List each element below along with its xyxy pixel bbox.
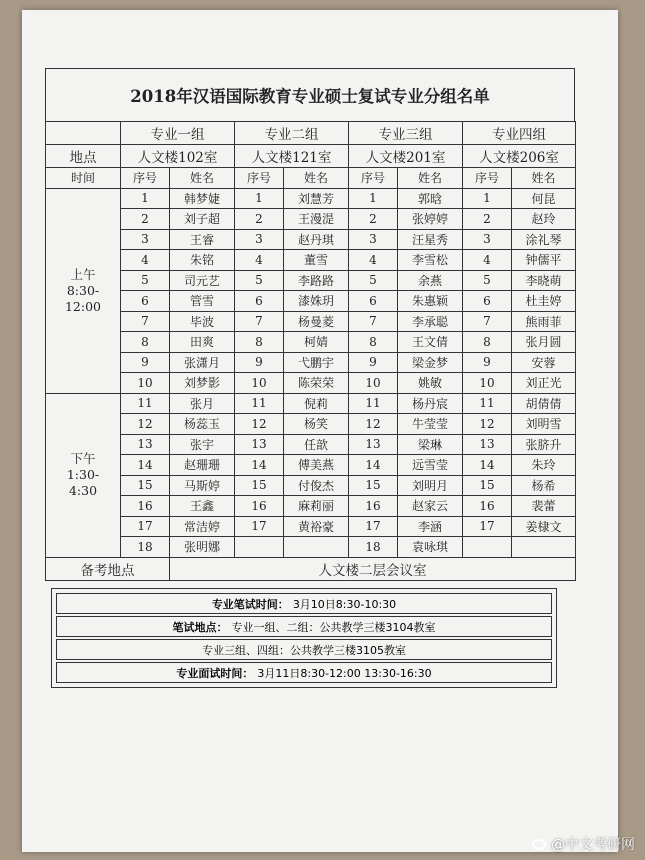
student-name-cell: 李雪松 xyxy=(398,250,463,271)
document-title: 2018年汉语国际教育专业硕士复试专业分组名单 xyxy=(45,68,575,121)
table-row xyxy=(46,414,576,435)
seq-cell: 13 xyxy=(121,434,170,455)
seq-cell: 13 xyxy=(463,434,512,455)
seq-cell: 15 xyxy=(463,475,512,496)
seq-cell: 6 xyxy=(235,291,284,312)
seq-cell: 8 xyxy=(349,332,398,353)
student-name-cell: 杨笑 xyxy=(284,414,349,435)
student-name-cell: 张脐升 xyxy=(512,434,576,455)
waiting-room-value: 人文楼二层会议室 xyxy=(170,557,576,580)
table-row xyxy=(46,209,576,230)
student-name-cell: 张明娜 xyxy=(170,537,235,558)
seq-cell: 8 xyxy=(235,332,284,353)
student-name-cell: 朱玲 xyxy=(512,455,576,476)
seq-cell: 10 xyxy=(463,373,512,394)
time-label: 时间 xyxy=(46,168,121,189)
name-header: 姓名 xyxy=(512,168,576,189)
seq-cell: 13 xyxy=(349,434,398,455)
group-room: 人文楼206室 xyxy=(463,145,576,168)
seq-cell: 17 xyxy=(121,516,170,537)
seq-cell: 2 xyxy=(463,209,512,230)
seq-cell: 16 xyxy=(349,496,398,517)
student-name-cell: 王文倩 xyxy=(398,332,463,353)
column-header-row xyxy=(46,168,576,189)
seq-cell: 7 xyxy=(349,311,398,332)
student-name-cell: 马斯婷 xyxy=(170,475,235,496)
written-place-1: 专业一组、二组：公共教学三楼3104教室 xyxy=(231,620,436,634)
seq-cell: 5 xyxy=(235,270,284,291)
seq-cell: 4 xyxy=(463,250,512,271)
student-name-cell: 张月 xyxy=(170,393,235,414)
student-name-cell: 刘明雪 xyxy=(512,414,576,435)
seq-cell: 14 xyxy=(349,455,398,476)
seq-cell xyxy=(235,537,284,558)
watermark xyxy=(532,834,635,854)
table-row xyxy=(46,373,576,394)
table-row xyxy=(46,352,576,373)
table-row xyxy=(46,311,576,332)
table-row xyxy=(46,537,576,558)
student-name-cell: 李承聪 xyxy=(398,311,463,332)
seq-cell: 11 xyxy=(349,393,398,414)
name-header: 姓名 xyxy=(284,168,349,189)
student-name-cell: 郭晗 xyxy=(398,188,463,209)
seq-cell: 11 xyxy=(235,393,284,414)
student-name-cell: 姚敏 xyxy=(398,373,463,394)
table-row xyxy=(46,250,576,271)
written-time-value: 3月10日8:30-10:30 xyxy=(292,597,397,611)
student-name-cell: 毕波 xyxy=(170,311,235,332)
seq-cell: 3 xyxy=(349,229,398,250)
seq-cell: 12 xyxy=(463,414,512,435)
student-name-cell: 常洁婷 xyxy=(170,516,235,537)
student-name-cell: 牛莹莹 xyxy=(398,414,463,435)
name-header: 姓名 xyxy=(398,168,463,189)
seq-cell: 16 xyxy=(235,496,284,517)
student-name-cell: 黄裕豪 xyxy=(284,516,349,537)
student-name-cell: 杨希 xyxy=(512,475,576,496)
table-row xyxy=(46,229,576,250)
student-name-cell: 王漫湜 xyxy=(284,209,349,230)
seq-cell: 10 xyxy=(349,373,398,394)
seq-cell: 6 xyxy=(349,291,398,312)
student-name-cell: 袁咏琪 xyxy=(398,537,463,558)
watermark-text: @中文考研网 xyxy=(551,837,635,853)
interview-time-value: 3月11日8:30-12:00 13:30-16:30 xyxy=(257,666,432,680)
seq-cell: 5 xyxy=(349,270,398,291)
student-name-cell: 熊雨菲 xyxy=(512,311,576,332)
student-name-cell: 胡倩倩 xyxy=(512,393,576,414)
written-exam-place-2 xyxy=(56,639,552,660)
roster-sheet xyxy=(45,68,575,581)
student-name-cell: 刘梦影 xyxy=(170,373,235,394)
seq-cell: 9 xyxy=(121,352,170,373)
student-name-cell: 傅美燕 xyxy=(284,455,349,476)
seq-cell: 6 xyxy=(463,291,512,312)
group-name: 专业一组 xyxy=(121,122,235,145)
group-header-row xyxy=(46,122,576,145)
seq-cell: 11 xyxy=(463,393,512,414)
seq-cell: 8 xyxy=(463,332,512,353)
group-name: 专业三组 xyxy=(349,122,463,145)
seq-cell: 17 xyxy=(463,516,512,537)
student-name-cell: 陈荣荣 xyxy=(284,373,349,394)
seq-cell: 9 xyxy=(463,352,512,373)
student-name-cell: 王睿 xyxy=(170,229,235,250)
interview-time xyxy=(56,662,552,683)
seq-header: 序号 xyxy=(121,168,170,189)
session-label-line: 1:30- xyxy=(66,467,100,482)
interview-time-label: 专业面试时间： xyxy=(176,666,254,680)
student-name-cell: 董雪 xyxy=(284,250,349,271)
student-name-cell: 任歆 xyxy=(284,434,349,455)
seq-cell: 4 xyxy=(235,250,284,271)
seq-header: 序号 xyxy=(463,168,512,189)
seq-cell: 3 xyxy=(463,229,512,250)
student-name-cell: 赵家云 xyxy=(398,496,463,517)
table-row xyxy=(46,332,576,353)
seq-cell: 1 xyxy=(463,188,512,209)
written-time-label: 专业笔试时间： xyxy=(211,597,289,611)
group-name: 专业二组 xyxy=(235,122,349,145)
seq-cell: 15 xyxy=(235,475,284,496)
student-name-cell: 朱惠颖 xyxy=(398,291,463,312)
student-name-cell xyxy=(284,537,349,558)
seq-cell: 10 xyxy=(121,373,170,394)
seq-cell: 17 xyxy=(349,516,398,537)
seq-cell: 2 xyxy=(235,209,284,230)
student-name-cell: 安蓉 xyxy=(512,352,576,373)
student-name-cell: 刘子超 xyxy=(170,209,235,230)
seq-cell: 5 xyxy=(121,270,170,291)
group-room: 人文楼121室 xyxy=(235,145,349,168)
student-name-cell: 漆姝玥 xyxy=(284,291,349,312)
seq-cell: 17 xyxy=(235,516,284,537)
student-name-cell: 李涵 xyxy=(398,516,463,537)
table-row xyxy=(46,455,576,476)
seq-cell: 9 xyxy=(235,352,284,373)
table-row xyxy=(46,270,576,291)
student-name-cell: 王鑫 xyxy=(170,496,235,517)
seq-cell: 8 xyxy=(121,332,170,353)
seq-cell: 16 xyxy=(121,496,170,517)
student-name-cell: 李晓萌 xyxy=(512,270,576,291)
student-name-cell: 梁琳 xyxy=(398,434,463,455)
student-name-cell: 赵玲 xyxy=(512,209,576,230)
written-place-label: 笔试地点： xyxy=(172,620,228,634)
location-label: 地点 xyxy=(46,145,121,168)
session-label-line: 12:00 xyxy=(64,298,102,314)
student-name-cell: 李路路 xyxy=(284,270,349,291)
seq-cell: 7 xyxy=(121,311,170,332)
student-name-cell: 远雪莹 xyxy=(398,455,463,476)
table-row xyxy=(46,475,576,496)
seq-header: 序号 xyxy=(235,168,284,189)
waiting-room-row xyxy=(46,557,576,580)
session-label-line: 4:30 xyxy=(68,483,98,498)
corner-cell xyxy=(46,122,121,145)
student-name-cell: 韩梦婕 xyxy=(170,188,235,209)
student-name-cell: 司元艺 xyxy=(170,270,235,291)
weibo-icon xyxy=(532,837,548,851)
group-name: 专业四组 xyxy=(463,122,576,145)
student-name-cell: 麻莉丽 xyxy=(284,496,349,517)
seq-cell: 5 xyxy=(463,270,512,291)
seq-cell: 1 xyxy=(349,188,398,209)
seq-cell: 14 xyxy=(463,455,512,476)
seq-cell: 2 xyxy=(349,209,398,230)
student-name-cell: 刘正光 xyxy=(512,373,576,394)
table-row xyxy=(46,516,576,537)
student-name-cell: 裴蕾 xyxy=(512,496,576,517)
location-row xyxy=(46,145,576,168)
seq-cell: 1 xyxy=(235,188,284,209)
student-name-cell: 张婷婷 xyxy=(398,209,463,230)
group-room: 人文楼201室 xyxy=(349,145,463,168)
exam-info-box xyxy=(51,588,557,688)
seq-cell: 4 xyxy=(121,250,170,271)
student-name-cell: 张潇月 xyxy=(170,352,235,373)
seq-cell: 1 xyxy=(121,188,170,209)
waiting-room-label: 备考地点 xyxy=(46,557,170,580)
seq-cell: 3 xyxy=(121,229,170,250)
seq-cell: 14 xyxy=(235,455,284,476)
seq-cell: 15 xyxy=(349,475,398,496)
seq-cell: 9 xyxy=(349,352,398,373)
seq-cell: 12 xyxy=(349,414,398,435)
student-name-cell: 张月圆 xyxy=(512,332,576,353)
seq-cell: 6 xyxy=(121,291,170,312)
written-place-2: 专业三组、四组：公共教学三楼3105教室 xyxy=(202,643,406,657)
table-row xyxy=(46,291,576,312)
table-row xyxy=(46,188,576,209)
session-label-line: 上午 xyxy=(70,266,96,282)
session-label-line: 8:30- xyxy=(66,282,100,298)
student-name-cell: 赵珊珊 xyxy=(170,455,235,476)
table-row xyxy=(46,393,576,414)
roster-table xyxy=(45,121,576,581)
session-label-line: 下午 xyxy=(70,451,96,466)
paper-sheet xyxy=(22,10,618,852)
student-name-cell: 倪莉 xyxy=(284,393,349,414)
student-name-cell: 钟儒平 xyxy=(512,250,576,271)
seq-cell: 10 xyxy=(235,373,284,394)
student-name-cell: 朱铭 xyxy=(170,250,235,271)
written-exam-place-1 xyxy=(56,616,552,637)
student-name-cell: 弋鹏宇 xyxy=(284,352,349,373)
seq-cell: 2 xyxy=(121,209,170,230)
table-row xyxy=(46,434,576,455)
student-name-cell: 姜棣文 xyxy=(512,516,576,537)
student-name-cell: 赵丹琪 xyxy=(284,229,349,250)
seq-cell: 16 xyxy=(463,496,512,517)
written-exam-time xyxy=(56,593,552,614)
seq-cell: 14 xyxy=(121,455,170,476)
student-name-cell: 田爽 xyxy=(170,332,235,353)
student-name-cell: 梁金梦 xyxy=(398,352,463,373)
student-name-cell: 杨丹宸 xyxy=(398,393,463,414)
student-name-cell: 张宇 xyxy=(170,434,235,455)
student-name-cell: 杜圭婷 xyxy=(512,291,576,312)
student-name-cell: 杨曼菱 xyxy=(284,311,349,332)
afternoon-session-label xyxy=(46,393,121,557)
student-name-cell: 汪星秀 xyxy=(398,229,463,250)
morning-session-label xyxy=(46,188,121,393)
group-room: 人文楼102室 xyxy=(121,145,235,168)
seq-header: 序号 xyxy=(349,168,398,189)
student-name-cell xyxy=(512,537,576,558)
seq-cell: 7 xyxy=(463,311,512,332)
student-name-cell: 涂礼琴 xyxy=(512,229,576,250)
seq-cell: 12 xyxy=(121,414,170,435)
seq-cell xyxy=(463,537,512,558)
seq-cell: 15 xyxy=(121,475,170,496)
seq-cell: 18 xyxy=(121,537,170,558)
student-name-cell: 何昆 xyxy=(512,188,576,209)
seq-cell: 7 xyxy=(235,311,284,332)
student-name-cell: 余燕 xyxy=(398,270,463,291)
seq-cell: 18 xyxy=(349,537,398,558)
student-name-cell: 管雪 xyxy=(170,291,235,312)
seq-cell: 3 xyxy=(235,229,284,250)
seq-cell: 4 xyxy=(349,250,398,271)
student-name-cell: 杨蕊玉 xyxy=(170,414,235,435)
student-name-cell: 刘慧芳 xyxy=(284,188,349,209)
name-header: 姓名 xyxy=(170,168,235,189)
seq-cell: 12 xyxy=(235,414,284,435)
student-name-cell: 柯婧 xyxy=(284,332,349,353)
student-name-cell: 付俊杰 xyxy=(284,475,349,496)
student-name-cell: 刘明月 xyxy=(398,475,463,496)
table-row xyxy=(46,496,576,517)
seq-cell: 13 xyxy=(235,434,284,455)
seq-cell: 11 xyxy=(121,393,170,414)
